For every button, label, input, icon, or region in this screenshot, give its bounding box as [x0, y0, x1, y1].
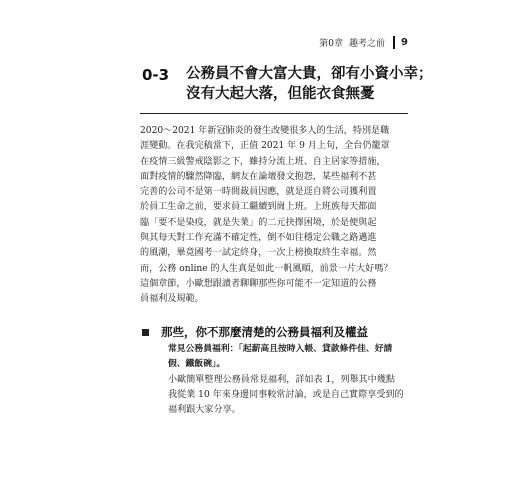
- body-line: 與其每天對工作充滿不確定性，倒不如往穩定公職之路邁進: [140, 233, 377, 244]
- page-number: 9: [401, 37, 408, 48]
- body-line: 在疫情三級警戒陰影之下，雖持分流上班、自主居家等措施，: [140, 156, 386, 167]
- chapter-title: 趣考之前: [349, 39, 386, 49]
- section-title: [186, 64, 433, 104]
- quote-block: [168, 342, 410, 372]
- body-paragraph-2: [168, 373, 410, 418]
- body-line: 於員工生命之前，要求員工繼續到崗上班。上班族每天都面: [140, 202, 377, 213]
- body-paragraph: [140, 124, 408, 308]
- body-line: 2020～2021 年新冠肺炎的發生改變很多人的生活，特別是職: [140, 126, 390, 136]
- header-divider: [393, 36, 395, 49]
- body2-line: 我從業 10 年來身邊同事較常討論，或是自己實際享受到的: [168, 390, 404, 400]
- body2-line: 小歐簡單整理公務員常見福利，詳如表 1，列舉其中幾點: [168, 375, 395, 385]
- body-line: 臨「要不是染疫，就是失業」的二元抉擇困境，於是便與起: [140, 217, 377, 228]
- body-line: 這個章節，小歐想跟讀者聊聊那些你可能不一定知道的公務: [140, 278, 377, 289]
- subheading-text: 那些，你不那麼清楚的公務員福利及權益: [161, 325, 368, 339]
- body-line: 的風潮，畢竟國考一試定終身，一次上榜換取終生幸福。然: [140, 248, 377, 259]
- section-title-line: 公務員不會大富大貴，卻有小資小幸；: [186, 65, 433, 82]
- chapter-number: 第0章: [319, 39, 344, 49]
- square-bullet-icon: [142, 329, 149, 336]
- body-line: 涯變動。在我完稿當下，正值 2021 年 9 月上旬，全台仍籠罩: [140, 141, 390, 152]
- quote-line: 假、鐵飯碗」。: [168, 359, 226, 369]
- section-title-line: 沒有大起大落，但能衣食無憂: [186, 85, 375, 102]
- body2-line: 福利跟大家分享。: [168, 405, 241, 415]
- section-rule: [140, 113, 408, 114]
- body-line: 而，公務 online 的人生真是如此一帆風順，前景一片大好嗎？: [140, 263, 393, 274]
- body-line: 面對疫情的驟然降臨，網友在論壇發文抱怨，某些福利不甚: [140, 171, 377, 182]
- body-line: 完善的公司不是第一時間裁員因應，就是逕自將公司獲利置: [140, 187, 377, 198]
- quote-line: 常見公務員福利：「起薪高且按時入帳、貸款條件佳、好請: [168, 344, 393, 354]
- section-number: 0-3: [142, 66, 170, 84]
- running-header: [319, 36, 408, 49]
- subheading: [142, 324, 368, 340]
- body-line: 員福利及規範。: [140, 294, 204, 305]
